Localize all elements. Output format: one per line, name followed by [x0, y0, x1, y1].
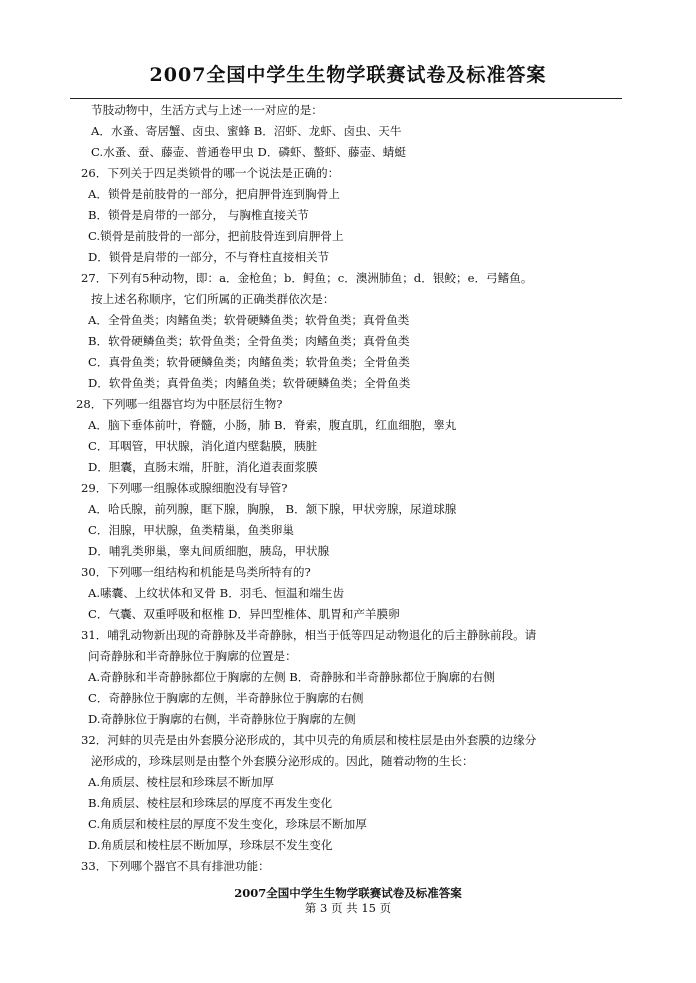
text-line: 节肢动物中，生活方式与上述一一对应的是： — [91, 103, 323, 117]
text-line: A.奇静脉和半奇静脉都位于胸廓的左侧 B．奇静脉和半奇静脉都位于胸廓的右侧 — [88, 670, 495, 684]
text-line: A.嗉囊、上纹状体和叉骨 B．羽毛、恒温和端生齿 — [88, 586, 345, 600]
text-line: A．锁骨是前肢骨的一部分，把肩胛骨连到胸骨上 — [88, 187, 340, 201]
text-line: C．真骨鱼类；软骨硬鳞鱼类；肉鳍鱼类；软骨鱼类；全骨鱼类 — [88, 355, 410, 369]
text-line: 29．下列哪一组腺体或腺细胞没有导管? — [81, 481, 288, 495]
text-line: C．泪腺，甲状腺，鱼类精巢，鱼类卵巢 — [88, 523, 294, 537]
text-line: 27．下列有5种动物，即：a．金枪鱼；b．鲟鱼；c．澳洲肺鱼；d．银鲛；e．弓鳍鱼。 — [81, 271, 533, 285]
text-line: 33．下列哪个器官不具有排泄功能： — [81, 859, 270, 873]
text-line: 30．下列哪一组结构和机能是鸟类所特有的? — [81, 565, 311, 579]
text-line: A．哈氏腺，前列腺，眶下腺，胸腺， B．颔下腺，甲状旁腺，尿道球腺 — [88, 502, 457, 516]
text-line: D．胆囊，直肠末端，肝脏，消化道表面浆膜 — [88, 460, 318, 474]
text-line: A．水蚤、寄居蟹、卤虫、蜜蜂 B．沼虾、龙虾、卤虫、天牛 — [91, 124, 402, 138]
text-line: C．奇静脉位于胸廓的左侧，半奇静脉位于胸廓的右侧 — [88, 691, 364, 705]
text-line: 28．下列哪一组器官均为中胚层衍生物? — [76, 397, 283, 411]
text-line: 31．哺乳动物新出现的奇静脉及半奇静脉，相当于低等四足动物退化的后主静脉前段。请 — [81, 628, 537, 642]
text-line: C.锁骨是前肢骨的一部分，把前肢骨连到肩胛骨上 — [88, 229, 344, 243]
footer-title: 2007全国中学生生物学联赛试卷及标准答案 — [234, 886, 462, 900]
text-line: D．哺乳类卵巢，睾丸间质细胞，胰岛，甲状腺 — [88, 544, 330, 558]
text-line: 按上述名称顺序，它们所属的正确类群依次是： — [91, 292, 335, 306]
text-line: D.奇静脉位于胸廓的右侧，半奇静脉位于胸廓的左侧 — [88, 712, 356, 726]
text-line: D．锁骨是肩带的一部分，不与脊柱直接相关节 — [88, 250, 330, 264]
text-line: D.角质层和棱柱层不断加厚，珍珠层不发生变化 — [88, 838, 333, 852]
text-line: C.角质层和棱柱层的厚度不发生变化，珍珠层不断加厚 — [88, 817, 367, 831]
text-line: A．全骨鱼类；肉鳍鱼类；软骨硬鳞鱼类；软骨鱼类；真骨鱼类 — [88, 313, 410, 327]
text-line: C．气囊、双重呼吸和枢椎 D．异凹型椎体、肌胃和产羊膜卵 — [88, 607, 400, 621]
text-line: 26．下列关于四足类锁骨的哪一个说法是正确的： — [81, 166, 340, 180]
text-line: 泌形成的，珍珠层则是由整个外套膜分泌形成的。因此，随着动物的生长： — [91, 754, 474, 768]
text-line: 32．河蚌的贝壳是由外套膜分泌形成的，其中贝壳的角质层和棱柱层是由外套膜的边缘分 — [81, 733, 537, 747]
text-line: A.角质层、棱柱层和珍珠层不断加厚 — [88, 775, 274, 789]
text-line: 问奇静脉和半奇静脉位于胸廓的位置是： — [88, 649, 297, 663]
text-line: C．耳咽管，甲状腺，消化道内壁黏膜，胰脏 — [88, 439, 318, 453]
header-rule — [70, 98, 622, 99]
page-title: 2007全国中学生生物学联赛试卷及标准答案 — [149, 64, 547, 86]
text-line: D．软骨鱼类；真骨鱼类；肉鳍鱼类；软骨硬鳞鱼类；全骨鱼类 — [88, 376, 411, 390]
text-line: B．软骨硬鳞鱼类；软骨鱼类；全骨鱼类；肉鳍鱼类；真骨鱼类 — [88, 334, 410, 348]
text-line: B.角质层、棱柱层和珍珠层的厚度不再发生变化 — [88, 796, 333, 810]
text-line: A．脑下垂体前叶，脊髓，小肠，肺 B．脊索，腹直肌，红血细胞，睾丸 — [88, 418, 457, 432]
page-number: 第 3 页 共 15 页 — [304, 901, 392, 915]
text-line: C.水蚤、蚕、藤壶、普通卷甲虫 D．磷虾、螯虾、藤壶、蜻蜓 — [91, 145, 406, 159]
text-line: B．锁骨是肩带的一部分， 与胸椎直接关节 — [88, 208, 309, 222]
